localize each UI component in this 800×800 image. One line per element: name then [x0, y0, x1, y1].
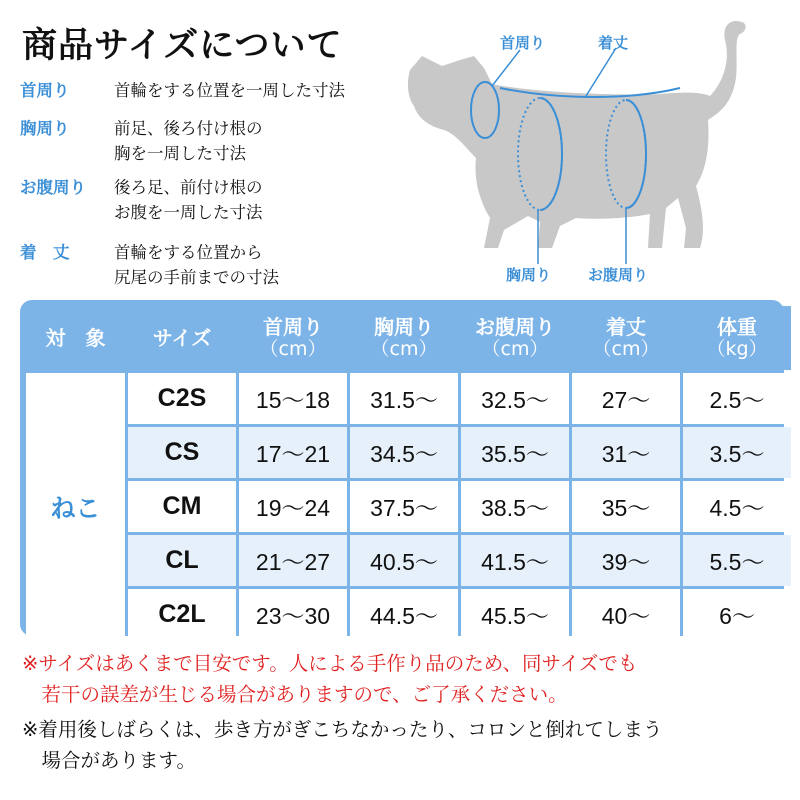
cat-silhouette-icon	[380, 8, 800, 298]
definition-desc-line: 後ろ足、前付け根の	[114, 178, 263, 197]
header-size	[128, 306, 236, 370]
note-line: ※サイズはあくまで目安です。人による手作り品のため、同サイズでも	[22, 652, 638, 675]
definition-desc-line: 前足、後ろ付け根の	[114, 119, 263, 138]
weight-cell: 2.5〜	[683, 373, 791, 424]
header-unit: （cm）	[370, 338, 438, 360]
header-neck	[239, 306, 347, 370]
belly-cell: 35.5〜	[461, 427, 569, 478]
definition-term: 胸周り	[20, 119, 70, 138]
neck-cell: 19〜24	[239, 481, 347, 532]
cat-measurement-diagram	[380, 8, 800, 298]
belly-cell: 32.5〜	[461, 373, 569, 424]
table-row	[26, 589, 791, 640]
header-belly	[461, 306, 569, 370]
weight-cell: 6〜	[683, 589, 791, 640]
definition-desc	[114, 240, 414, 290]
weight-cell: 4.5〜	[683, 481, 791, 532]
definition-term: 首周り	[20, 81, 70, 100]
header-label: 首周り	[263, 315, 323, 339]
header-label: サイズ	[152, 326, 212, 350]
header-unit: （cm）	[259, 338, 327, 360]
definition-desc-line: 首輪をする位置から	[114, 243, 263, 262]
header-length	[572, 306, 680, 370]
header-label: 対 象	[45, 326, 106, 350]
chest-cell: 37.5〜	[350, 481, 458, 532]
neck-cell: 21〜27	[239, 535, 347, 586]
size-cell: C2L	[128, 589, 236, 640]
chest-cell: 31.5〜	[350, 373, 458, 424]
header-unit: （cm）	[592, 338, 660, 360]
note-wearing-caution	[22, 714, 662, 776]
header-label: 着丈	[606, 315, 646, 339]
table-row	[26, 427, 791, 478]
belly-cell: 41.5〜	[461, 535, 569, 586]
diagram-label-length: 着丈	[598, 34, 629, 52]
length-cell: 35〜	[572, 481, 680, 532]
neck-cell: 17〜21	[239, 427, 347, 478]
size-cell: CL	[128, 535, 236, 586]
header-unit: （kg）	[706, 338, 768, 360]
table-row	[26, 373, 791, 424]
definition-term: 着 丈	[20, 243, 70, 262]
length-cell: 27〜	[572, 373, 680, 424]
table-row	[26, 481, 791, 532]
target-cell: ねこ	[26, 373, 125, 640]
note-line: ※着用後しばらくは、歩き方がぎこちなかったり、コロンと倒れてしまう	[22, 718, 663, 741]
note-line: 場合があります。	[22, 749, 196, 772]
definition-desc-line: 首輪をする位置を一周した寸法	[114, 81, 345, 100]
definition-desc-line: 尻尾の手前までの寸法	[114, 268, 279, 287]
size-cell: CS	[128, 427, 236, 478]
size-table-grid	[23, 303, 794, 643]
length-cell: 40〜	[572, 589, 680, 640]
size-cell: CM	[128, 481, 236, 532]
page-title: 商品サイズについて	[22, 26, 343, 66]
diagram-label-neck: 首周り	[500, 34, 546, 52]
definition-desc-line: 胸を一周した寸法	[114, 144, 246, 163]
definition-desc	[114, 116, 414, 166]
diagram-label-belly: お腹周り	[588, 266, 649, 284]
table-row	[26, 535, 791, 586]
definition-desc	[114, 78, 414, 103]
definition-desc	[114, 175, 414, 225]
neck-cell: 15〜18	[239, 373, 347, 424]
header-label: お腹周り	[475, 315, 555, 339]
header-chest	[350, 306, 458, 370]
note-line: 若干の誤差が生じる場合がありますので、ご了承ください。	[22, 683, 568, 706]
weight-cell: 3.5〜	[683, 427, 791, 478]
definition-desc-line: お腹を一周した寸法	[114, 203, 263, 222]
chest-cell: 40.5〜	[350, 535, 458, 586]
header-target	[26, 306, 125, 370]
length-cell: 39〜	[572, 535, 680, 586]
belly-cell: 38.5〜	[461, 481, 569, 532]
length-cell: 31〜	[572, 427, 680, 478]
note-size-disclaimer	[22, 648, 637, 710]
weight-cell: 5.5〜	[683, 535, 791, 586]
chest-cell: 44.5〜	[350, 589, 458, 640]
chest-cell: 34.5〜	[350, 427, 458, 478]
header-label: 胸周り	[374, 315, 434, 339]
diagram-label-chest: 胸周り	[506, 266, 552, 284]
belly-cell: 45.5〜	[461, 589, 569, 640]
header-unit: （cm）	[481, 338, 549, 360]
header-weight	[683, 306, 791, 370]
header-label: 体重	[717, 315, 757, 339]
neck-cell: 23〜30	[239, 589, 347, 640]
table-header-row	[26, 306, 791, 370]
size-table	[20, 300, 784, 636]
size-cell: C2S	[128, 373, 236, 424]
definition-term: お腹周り	[20, 178, 86, 197]
